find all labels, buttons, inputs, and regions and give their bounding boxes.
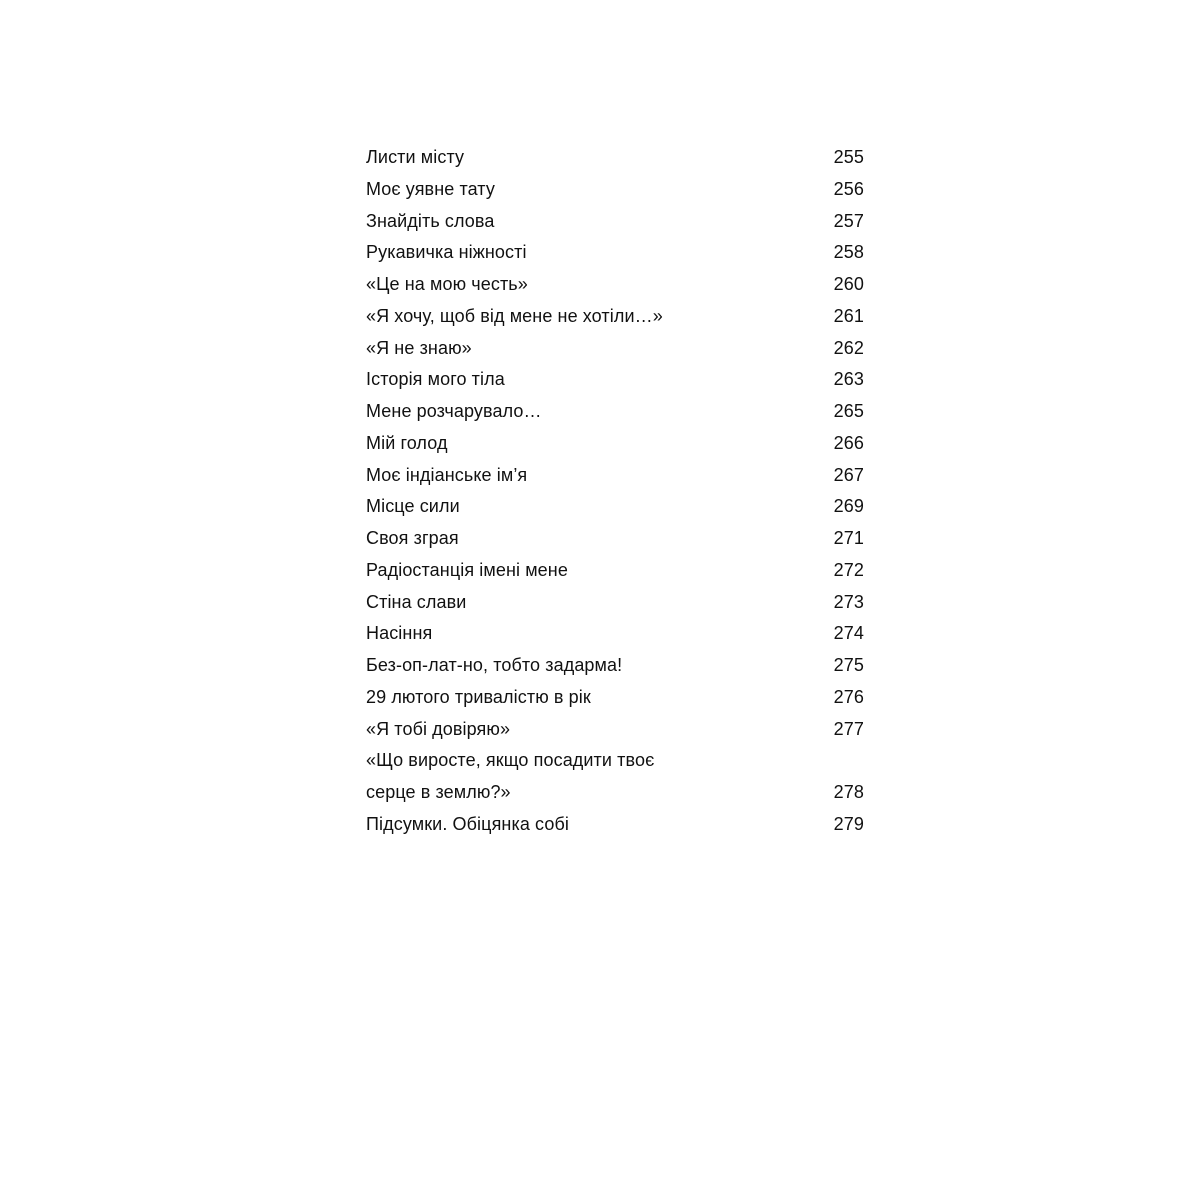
toc-entry-page: 279 [833, 813, 864, 834]
toc-entry [366, 745, 864, 809]
toc-entry-title: Без-оп-лат-но, тобто задарма! [366, 655, 623, 675]
toc-entry [366, 333, 864, 365]
toc-entry-page: 258 [833, 242, 864, 263]
toc-entry [366, 301, 864, 333]
toc-entry-title: Радіостанція імені мене [366, 559, 568, 580]
table-of-contents [366, 142, 864, 841]
toc-entry-title: Знайдіть слова [366, 210, 495, 231]
toc-entry-page: 255 [833, 147, 864, 167]
toc-entry [366, 555, 864, 587]
toc-entry [366, 206, 864, 238]
toc-entry-title: Місце сили [366, 496, 460, 517]
toc-entry [366, 523, 864, 555]
toc-entry-page: 266 [833, 432, 864, 453]
toc-entry-page: 273 [833, 591, 864, 612]
toc-entry-title: «Я тобі довіряю» [366, 718, 511, 739]
toc-entry-title: Мене розчарувало… [366, 401, 542, 421]
toc-entry-page: 272 [833, 559, 864, 580]
toc-entry-title: «Це на мою честь» [366, 274, 528, 294]
toc-entry-page: 267 [833, 464, 864, 485]
toc-entry-page: 277 [833, 718, 864, 739]
toc-entry-title: «Я не знаю» [366, 337, 472, 358]
toc-entry-page: 256 [833, 178, 864, 199]
toc-entry-page: 274 [833, 623, 864, 644]
toc-entry-title: Мій голод [366, 432, 448, 453]
toc-entry-title: Стіна слави [366, 591, 467, 612]
toc-entry [366, 269, 864, 301]
toc-entry-title: «Я хочу, щоб від мене не хотіли…» [366, 305, 663, 326]
toc-entry [366, 491, 864, 523]
toc-entry [366, 364, 864, 396]
toc-entry [366, 174, 864, 206]
toc-entry-page: 275 [833, 655, 864, 675]
toc-entry-title: Насіння [366, 623, 433, 644]
toc-entry [366, 618, 864, 650]
toc-entry-page: 276 [833, 686, 864, 707]
toc-entry-title: 29 лютого тривалістю в рік [366, 686, 591, 707]
toc-entry-title: Підсумки. Обіцянка собі [366, 813, 569, 834]
toc-entry-page: 278 [833, 782, 864, 802]
toc-entry-page: 269 [833, 496, 864, 517]
toc-entry-title: Рукавичка ніжності [366, 242, 527, 263]
toc-entry [366, 587, 864, 619]
toc-entry-page: 261 [833, 305, 864, 326]
toc-entry-page: 257 [833, 210, 864, 231]
toc-entry-page: 262 [833, 337, 864, 358]
toc-entry [366, 237, 864, 269]
toc-entry-page: 265 [833, 401, 864, 421]
toc-entry-page: 263 [833, 369, 864, 390]
toc-entry-title: Листи місту [366, 147, 465, 167]
toc-entry-title: «Що виросте, якщо посадити твоє серце в землю?» [366, 750, 655, 802]
toc-entry [366, 714, 864, 746]
toc-entry [366, 460, 864, 492]
toc-entry-page: 260 [833, 274, 864, 294]
toc-entry [366, 428, 864, 460]
toc-entry [366, 650, 864, 682]
toc-entry [366, 809, 864, 841]
toc-entry [366, 682, 864, 714]
toc-entry-title: Своя зграя [366, 528, 459, 548]
toc-entry-title: Моє індіанське ім’я [366, 464, 528, 485]
toc-entry-title: Моє уявне тату [366, 178, 495, 199]
toc-entry [366, 142, 864, 174]
toc-entry-page: 271 [833, 528, 864, 548]
toc-entry [366, 396, 864, 428]
toc-entry-title: Історія мого тіла [366, 369, 505, 390]
